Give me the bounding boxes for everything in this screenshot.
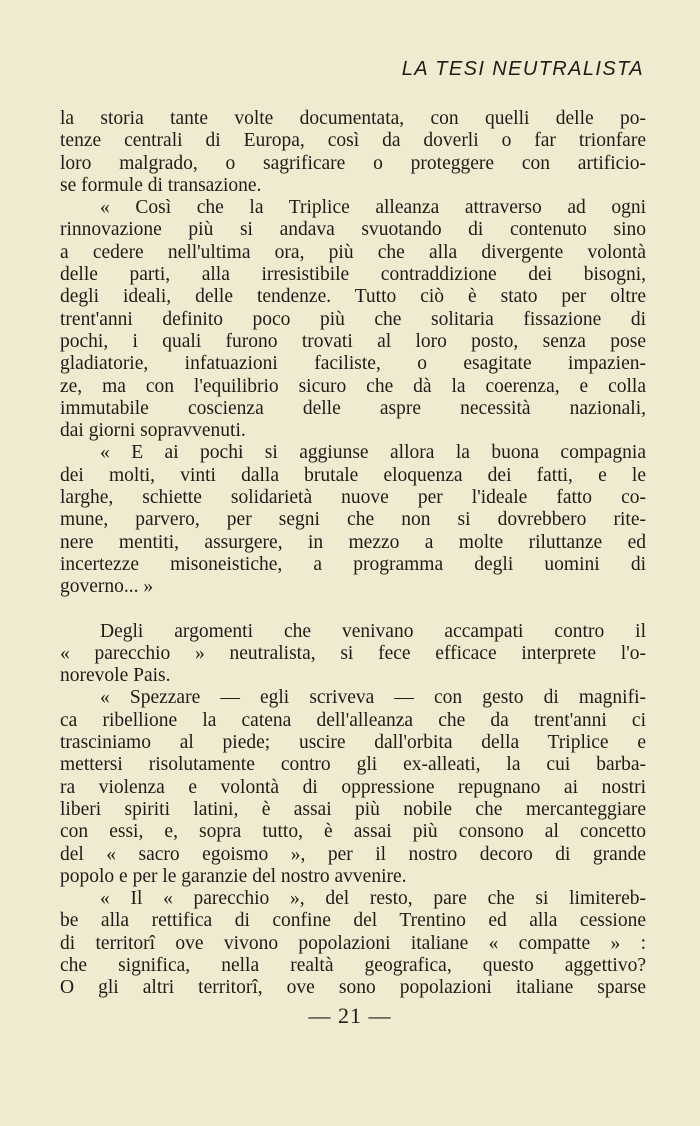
text-line: « Il « parecchio », del resto, pare che si limitereb-	[100, 888, 646, 910]
text-line: degli ideali, delle tendenze. Tutto ciò è stato per oltre	[60, 286, 646, 308]
paragraph	[60, 108, 646, 197]
page-number: — 21 —	[308, 1003, 392, 1028]
text-line: mettersi risolutamente contro gli ex-alleati, la cui barba-	[60, 754, 646, 776]
text-line: a cedere nell'ultima ora, più che alla divergente volontà	[60, 241, 646, 263]
text-line: tenze centrali di Europa, così da doverli o far trionfare	[60, 130, 646, 152]
text-line: con essi, e, sopra tutto, è assai più consono al concetto	[60, 821, 646, 843]
text-line: larghe, schiette solidarietà nuove per l'ideale fatto co-	[60, 487, 646, 509]
text-line: se formule di transazione.	[60, 174, 262, 196]
body-text	[60, 108, 646, 1000]
paragraph	[60, 197, 646, 442]
text-line: « E ai pochi si aggiunse allora la buona compagnia	[100, 442, 646, 464]
text-line: ra violenza e volontà di oppressione repugnano ai nostri	[60, 776, 646, 798]
paragraph	[60, 442, 646, 598]
text-line: dei molti, vinti dalla brutale eloquenza dei fatti, e le	[60, 464, 646, 486]
text-line: del « sacro egoismo », per il nostro decoro di grande	[60, 843, 646, 865]
running-head: LA TESI NEUTRALISTA	[401, 58, 644, 80]
text-line: delle parti, alla irresistibile contraddizione dei bisogni,	[60, 264, 646, 286]
text-line: popolo e per le garanzie del nostro avvenire.	[60, 865, 407, 887]
paragraph	[60, 888, 646, 999]
text-line: trasciniamo al piede; uscire dall'orbita della Triplice e	[60, 732, 646, 754]
paragraph	[60, 621, 646, 688]
text-line: be alla rettifica di confine del Trentino ed alla cessione	[60, 910, 646, 932]
text-line: dai giorni sopravvenuti.	[60, 420, 246, 442]
text-line: governo... »	[60, 576, 154, 598]
text-line: la storia tante volte documentata, con quelli delle po-	[60, 108, 646, 129]
text-line: « parecchio » neutralista, si fece efficace interprete l'o-	[60, 642, 646, 664]
text-line: O gli altri territorî, ove sono popolazioni italiane sparse	[60, 977, 646, 999]
text-line: rinnovazione più si andava svuotando di contenuto sino	[60, 219, 646, 241]
text-line: mune, parvero, per segni che non si dovrebbero rite-	[60, 509, 646, 531]
text-line: di territorî ove vivono popolazioni italiane « compatte » :	[60, 932, 646, 954]
text-line: che significa, nella realtà geografica, questo aggettivo?	[60, 954, 646, 976]
section-gap	[60, 599, 646, 621]
text-line: liberi spiriti latini, è assai più nobile che mercanteggiare	[60, 798, 646, 820]
text-line: Degli argomenti che venivano accampati contro il	[100, 620, 646, 642]
text-line: nere mentiti, assurgere, in mezzo a molte riluttanze ed	[60, 531, 646, 553]
text-line: loro malgrado, o sagrificare o proteggere con artificio-	[60, 152, 646, 174]
text-line: trent'anni definito poco più che solitaria fissazione di	[60, 308, 646, 330]
text-line: immutabile coscienza delle aspre necessità nazionali,	[60, 397, 646, 419]
text-line: « Così che la Triplice alleanza attraverso ad ogni	[100, 197, 646, 219]
text-line: « Spezzare — egli scriveva — con gesto di magnifi-	[100, 687, 646, 709]
text-line: norevole Pais.	[60, 665, 171, 687]
text-line: ca ribellione la catena dell'alleanza che da trent'anni ci	[60, 709, 646, 731]
paragraph	[60, 687, 646, 888]
text-line: pochi, i quali furono trovati al loro posto, senza pose	[60, 330, 646, 352]
text-line: ze, ma con l'equilibrio sicuro che dà la coerenza, e colla	[60, 375, 646, 397]
text-line: incertezze misoneistiche, a programma degli uomini di	[60, 553, 646, 575]
text-line: gladiatorie, infatuazioni faciliste, o esagitate impazien-	[60, 353, 646, 375]
